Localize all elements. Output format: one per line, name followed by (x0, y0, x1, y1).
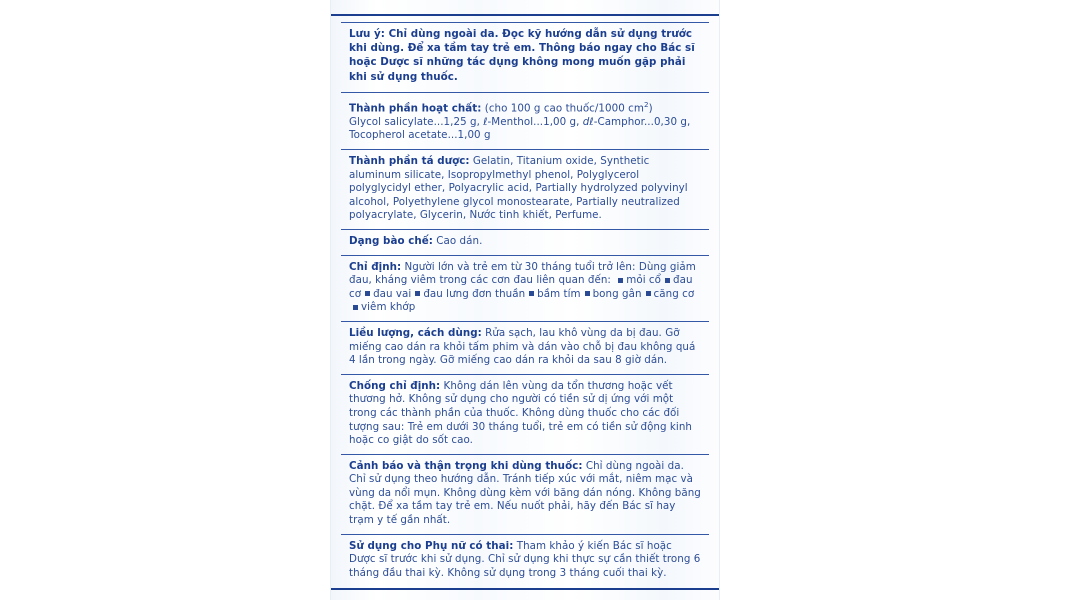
bullet-square-icon (618, 278, 623, 283)
section-body: Không dán lên vùng da tổn thương hoặc vết thương hở. Không sử dụng cho người có tiền sử dị ứng với một trong các thành phần của thuốc. Không dùng thuốc cho các đối tượng sau: Trẻ em dưới 30 tháng tuổi, trẻ em có tiền sử động kinh hoặc co giật do sốt cao. (349, 379, 692, 447)
section-heading: Thành phần hoạt chất: (349, 102, 482, 115)
top-rule (331, 14, 719, 16)
bottom-rule (331, 588, 719, 590)
section-heading: Sử dụng cho Phụ nữ có thai: (349, 539, 514, 552)
section-body: Tham khảo ý kiến Bác sĩ hoặc Dược sĩ trước khi sử dụng. Chỉ sử dụng khi thực sự cần thiết trong 6 tháng đầu thai kỳ. Không sử dụng trong 3 tháng cuối thai kỳ. (349, 539, 701, 579)
bullet-square-icon (365, 291, 370, 296)
section-heading: Chỉ định: (349, 260, 402, 273)
section-dosage-usage (341, 321, 709, 374)
bullet-square-icon (665, 278, 670, 283)
section-heading: Thành phần tá dược: (349, 155, 470, 168)
section-warnings-precautions (341, 454, 709, 534)
bullet-square-icon (353, 305, 358, 310)
superscript-two: 2 (643, 99, 649, 109)
section-body: Chỉ dùng ngoài da. Đọc kỹ hướng dẫn sử dụng trước khi dùng. Để xa tầm tay trẻ em. Thông báo ngay cho Bác sĩ hoặc Dược sĩ những tác dụng không mong muốn gặp phải khi sử dụng thuốc. (349, 28, 695, 83)
bullet-square-icon (415, 291, 420, 296)
section-heading: Lưu ý: (349, 28, 385, 40)
section-contraindications (341, 374, 709, 454)
indication-item: đau cơ (349, 274, 693, 300)
bullet-square-icon (646, 291, 651, 296)
indication-item: viêm khớp (361, 301, 416, 314)
ingredient-l-italic: ℓ (483, 115, 488, 128)
medicine-label-panel (330, 0, 720, 600)
indication-item: đau vai (373, 287, 412, 300)
section-body-pre: (cho 100 g cao thuốc/1000 cm (481, 102, 644, 115)
label-content (331, 0, 719, 600)
section-body: Cao dán. (432, 234, 483, 247)
section-body: Rửa sạch, lau khô vùng da bị đau. Gỡ miếng cao dán ra khỏi tấm phim và dán vào chỗ bị đau không quá 4 lần trong ngày. Gỡ miếng cao dán ra khỏi da sau 8 giờ dán. (349, 326, 696, 367)
indication-item: mỏi cổ (626, 274, 661, 287)
ingredient-line-3: Tocopherol acetate...1,00 g (349, 129, 491, 142)
section-heading: Chống chỉ định: (349, 379, 441, 392)
section-excipients (341, 149, 709, 229)
section-indications (341, 255, 709, 321)
section-active-ingredients (341, 92, 709, 149)
section-warning-top (341, 22, 709, 92)
ingredient-dl-italic: dℓ (582, 115, 594, 128)
ingredient-line-2b: -Menthol...1,00 g, (487, 115, 583, 128)
section-heading: Dạng bào chế: (349, 234, 433, 247)
ingredient-line-2c: -Camphor...0,30 g, (593, 115, 691, 128)
ingredient-line-2a: Glycol salicylate...1,25 g, (349, 115, 484, 128)
section-heading: Cảnh báo và thận trọng khi dùng thuốc: (349, 459, 583, 472)
section-pregnancy (341, 534, 709, 587)
section-body-post: ) (648, 102, 653, 115)
section-dosage-form (341, 229, 709, 255)
section-body: Chỉ dùng ngoài da. Chỉ sử dụng theo hướng dẫn. Tránh tiếp xúc với mắt, niêm mạc và vùng da nổi mụn. Không dùng kèm với băng dán nóng. Không băng chặt. Để xa tầm tay trẻ em. Nếu nuốt phải, hãy đến Bác sĩ hay trạm y tế gần nhất. (349, 459, 701, 527)
indication-item: đau lưng đơn thuần (423, 287, 526, 300)
bullet-square-icon (585, 291, 590, 296)
section-heading: Liều lượng, cách dùng: (349, 326, 482, 339)
section-body: Người lớn và trẻ em từ 30 tháng tuổi trở lên: Dùng giảm đau, kháng viêm trong các cơn đau liên quan đến: (349, 260, 696, 287)
section-body: Gelatin, Titanium oxide, Synthetic aluminum silicate, Isopropylmethyl phenol, Polyglycerol polyglycidyl ether, Polyacrylic acid, Partially hydrolyzed polyvinyl alcohol, Polyethylene glycol monostearate, Partially neutralized polyacrylate, Glycerin, Nước tinh khiết, Perfume. (349, 155, 688, 222)
bullet-square-icon (529, 291, 534, 296)
indication-item: căng cơ (653, 287, 695, 300)
indication-item: bong gân (592, 287, 642, 300)
indication-item: bầm tím (537, 287, 581, 300)
